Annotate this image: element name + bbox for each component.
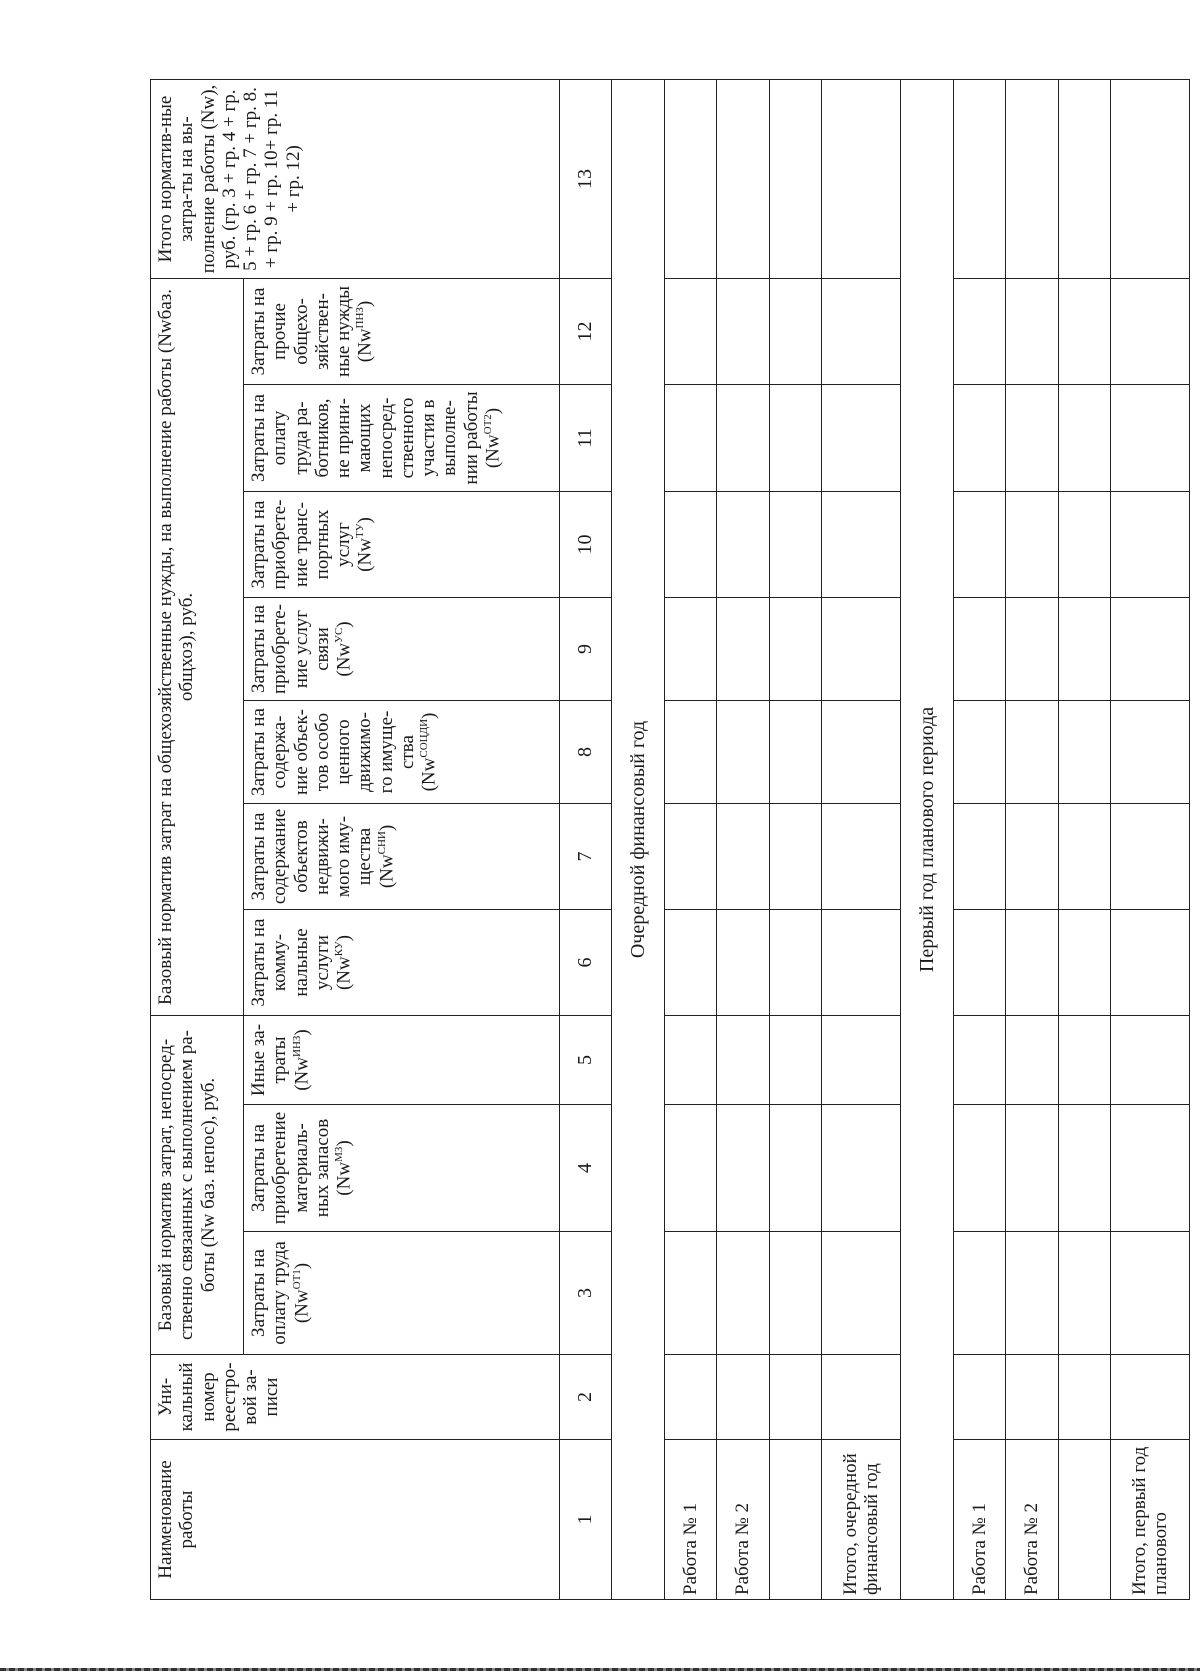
col-num-8: 8	[559, 701, 612, 804]
header-col-8: Затраты на содержа-ние объек-тов особо ценного движимо-го имуще-ства $(Nw^{СОЦДИ})$	[244, 701, 560, 804]
header-col-3: Затраты на оплату труда $(Nw^{ОТ1})$	[244, 1232, 560, 1355]
table-row	[769, 79, 822, 1599]
header-general-costs: Базовый норматив затрат на общехозяйственные нужды, на выполнение работы (Nwбаз. общхоз), руб.	[151, 278, 244, 1015]
row-label	[769, 1440, 822, 1600]
table-row-total	[822, 79, 901, 1599]
table-row	[1058, 79, 1111, 1599]
row-label: Работа № 1	[664, 1440, 717, 1600]
table-row-total	[1111, 79, 1190, 1599]
header-col-5: Иные за-траты $(Nw^{ИНЗ})$	[244, 1016, 560, 1105]
col-num-6: 6	[559, 910, 612, 1016]
header-total: Итого норматив-ные затра-ты на вы-полнение работы (Nw), руб. (гр. 3 + гр. 4 + гр. 5 + гр. 6 + гр. 7 + гр. 8. + гр. 9 + гр. 10+ гр. 11 + гр. 12)	[151, 79, 560, 278]
section-row-first-plan-year	[901, 79, 954, 1599]
col-num-10: 10	[559, 492, 612, 598]
rotated-sheet	[150, 80, 1190, 1600]
col-num-3: 3	[559, 1232, 612, 1355]
norms-table	[150, 79, 1190, 1600]
header-direct-costs: Базовый норматив затрат, непосред-ственно связанных с выполнением ра-боты (Nw баз. непос), руб.	[151, 1016, 244, 1355]
header-work-name: Наименование работы	[151, 1440, 560, 1600]
col-num-7: 7	[559, 804, 612, 910]
header-col-12: Затраты на прочие общехо-зяйствен-ные нужды $(Nw^{ПНЗ})$	[244, 278, 560, 384]
col-num-13: 13	[559, 79, 612, 278]
header-row-1	[151, 79, 244, 1599]
row-label-total: Итого, очередной финансовый год	[822, 1440, 901, 1600]
header-col-11: Затраты на оплату труда ра-ботников, не прини-мающих непосред-ственного участия в выполне-нии работы $(Nw^{ОТ2})$	[244, 385, 560, 492]
header-col-4: Затраты на приобретение материаль-ных запасов $(Nw^{МЗ})$	[244, 1105, 560, 1232]
table-row	[717, 79, 770, 1599]
row-label	[1058, 1440, 1111, 1600]
header-col-10: Затраты на приобрете-ние транс-портных услуг $(Nw^{ТУ})$	[244, 492, 560, 598]
col-num-9: 9	[559, 598, 612, 701]
row-label: Работа № 2	[717, 1440, 770, 1600]
col-num-11: 11	[559, 385, 612, 492]
row-label: Работа № 2	[1006, 1440, 1059, 1600]
row-label: Работа № 1	[953, 1440, 1006, 1600]
col-num-2: 2	[559, 1355, 612, 1440]
table-row	[664, 79, 717, 1599]
col-num-1: 1	[559, 1440, 612, 1600]
col-num-5: 5	[559, 1016, 612, 1105]
header-col-7: Затраты на содержание объектов недвижи-мого иму-щества $(Nw^{СНИ})$	[244, 804, 560, 910]
table-row	[953, 79, 1006, 1599]
section-title-first-plan-year: Первый год планового периода	[901, 79, 954, 1599]
column-number-row	[559, 79, 612, 1599]
col-num-4: 4	[559, 1105, 612, 1232]
table-row	[1006, 79, 1059, 1599]
header-registry-number: Уни-кальный номер реестро-вой за-писи	[151, 1355, 560, 1440]
section-title-current-year: Очередной финансовый год	[612, 79, 665, 1599]
header-col-9: Затраты на приобрете-ние услуг связи $(Nw^{УС})$	[244, 598, 560, 701]
row-label-total: Итого, первый год планового	[1111, 1440, 1190, 1600]
scan-edge-line	[0, 1668, 1200, 1671]
header-col-6: Затраты на комму-нальные услуги $(Nw^{КУ})$	[244, 910, 560, 1016]
col-num-12: 12	[559, 278, 612, 384]
section-row-current-year	[612, 79, 665, 1599]
